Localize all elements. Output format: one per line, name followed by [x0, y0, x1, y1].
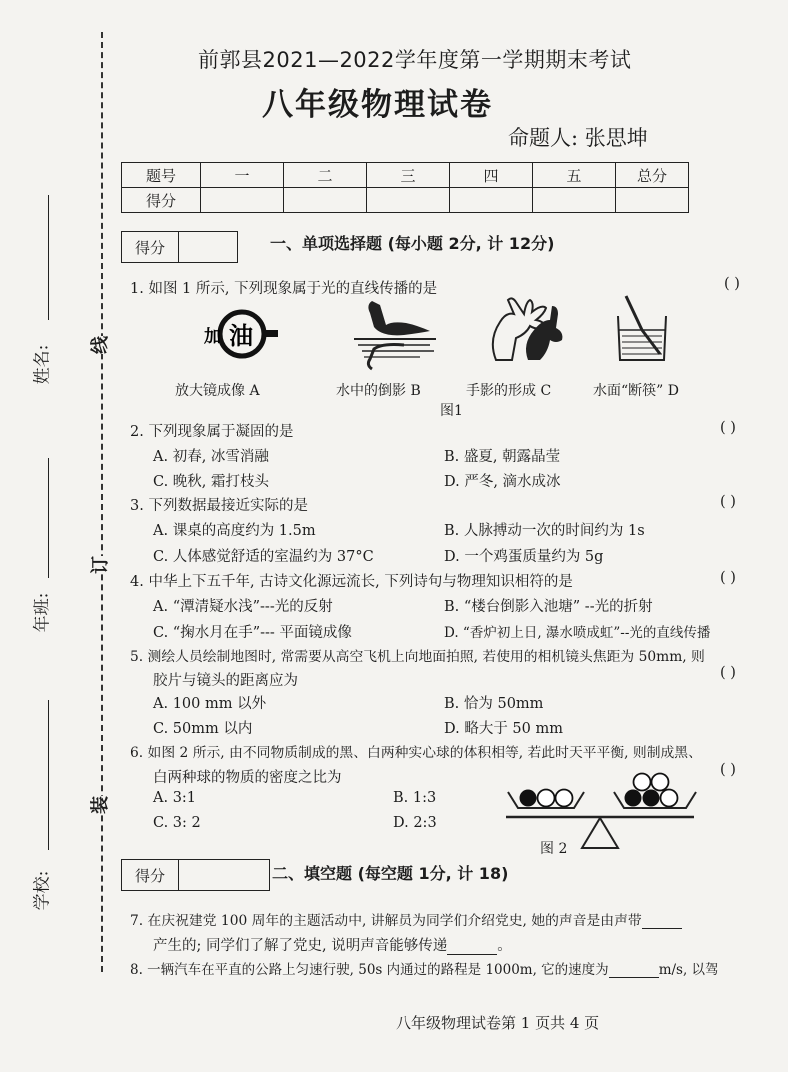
q4-option-d[interactable]: D. “香炉初上日, 瀑水喷成虹”--光的直线传播 — [444, 625, 711, 641]
score-table-header-cell: 五 — [533, 163, 616, 188]
q3-answer-paren[interactable]: ( ) — [720, 494, 736, 510]
q6-stem: 6. 如图 2 所示, 由不同物质制成的黑、白两种实心球的体积相等, 若此时天平平衡, 则制成黑、 — [130, 745, 702, 761]
seal-char-pack: 装 — [84, 796, 114, 814]
figure1-caption-a: 放大镜成像 A — [175, 383, 260, 399]
name-underline — [48, 195, 49, 320]
author: 命题人: 张思坤 — [508, 126, 648, 150]
figure1-swan-reflection — [350, 293, 440, 373]
figure1-caption-b: 水中的倒影 B — [336, 383, 421, 399]
exam-title: 前郭县2021—2022学年度第一学期期末考试 — [198, 48, 632, 72]
score-box-label: 得分 — [122, 860, 179, 890]
score-cell[interactable] — [284, 188, 367, 213]
score-cell[interactable] — [450, 188, 533, 213]
q2-option-a[interactable]: A. 初春, 冰雪消融 — [153, 449, 269, 465]
white-ball — [661, 790, 678, 807]
q6-option-c[interactable]: C. 3: 2 — [153, 815, 201, 831]
figure2-balance — [500, 760, 700, 852]
class-label: 年班: — [32, 592, 53, 633]
q8-blank-1[interactable] — [609, 963, 659, 978]
q5-option-d[interactable]: D. 略大于 50 mm — [444, 721, 563, 737]
white-ball — [652, 774, 669, 791]
figure1-hand-shadow — [486, 290, 566, 370]
score-table-header-cell: 一 — [201, 163, 284, 188]
q7-text: 7. 在庆祝建党 100 周年的主题活动中, 讲解员为同学们介绍党史, 她的声音是由声带 — [130, 913, 642, 929]
white-ball — [556, 790, 573, 807]
black-ball — [643, 790, 660, 807]
score-cell[interactable] — [616, 188, 689, 213]
score-cell[interactable] — [201, 188, 284, 213]
score-table-row-label: 得分 — [122, 188, 201, 213]
q7-line2 — [153, 934, 512, 955]
q3-option-c[interactable]: C. 人体感觉舒适的室温约为 37°C — [153, 549, 374, 565]
q5-answer-paren[interactable]: ( ) — [720, 665, 736, 681]
q5-option-a[interactable]: A. 100 mm 以外 — [153, 696, 267, 712]
q6-option-b[interactable]: B. 1:3 — [393, 790, 437, 806]
q2-option-c[interactable]: C. 晚秋, 霜打枝头 — [153, 474, 270, 490]
q3-option-b[interactable]: B. 人脉搏动一次的时间约为 1s — [444, 523, 645, 539]
q6-answer-paren[interactable]: ( ) — [720, 762, 736, 778]
q4-stem: 4. 中华上下五千年, 古诗文化源远流长, 下列诗句与物理知识相符的是 — [130, 574, 573, 590]
q4-option-b[interactable]: B. “楼台倒影入池塘” --光的折射 — [444, 599, 653, 615]
q7-line1 — [130, 909, 682, 929]
q2-option-d[interactable]: D. 严冬, 滴水成冰 — [444, 474, 561, 490]
q7-end: 。 — [497, 938, 512, 954]
seal-char-line: 线 — [84, 336, 114, 354]
q3-stem: 3. 下列数据最接近实际的是 — [130, 498, 308, 514]
score-cell[interactable] — [367, 188, 450, 213]
q5-option-b[interactable]: B. 恰为 50mm — [444, 696, 544, 712]
q7-blank-1[interactable] — [642, 914, 682, 929]
seal-char-bind: 订 — [84, 556, 114, 574]
q7-text-2: 产生的; 同学们了解了党史, 说明声音能够传递 — [153, 938, 448, 954]
q1-answer-paren[interactable]: ( ) — [724, 276, 740, 292]
school-underline — [48, 700, 49, 850]
score-box-value[interactable] — [179, 232, 237, 262]
score-table-header-cell: 题号 — [122, 163, 201, 188]
q8-text: 8. 一辆汽车在平直的公路上匀速行驶, 50s 内通过的路程是 1000m, 它的速度为 — [130, 962, 609, 978]
score-table-header-cell: 总分 — [616, 163, 689, 188]
score-box-value[interactable] — [179, 860, 269, 890]
figure2-label: 图 2 — [540, 841, 568, 857]
white-ball — [634, 774, 651, 791]
score-table-header-cell: 二 — [284, 163, 367, 188]
score-table-score-row — [122, 188, 689, 213]
section1-score-box — [121, 231, 238, 263]
black-ball — [625, 790, 642, 807]
q6-option-d[interactable]: D. 2:3 — [393, 815, 437, 831]
score-box-label: 得分 — [122, 232, 179, 262]
section1-title: 一、单项选择题 (每小题 2分, 计 12分) — [270, 234, 555, 253]
section2-score-box — [121, 859, 270, 891]
magnifier-small-char: 加 — [204, 327, 221, 347]
q8-line — [130, 958, 719, 978]
score-table-header-cell: 四 — [450, 163, 533, 188]
q5-option-c[interactable]: C. 50mm 以内 — [153, 721, 253, 737]
q5-stem-cont: 胶片与镜头的距离应为 — [153, 673, 298, 689]
q4-option-c[interactable]: C. “掬水月在手”--- 平面镜成像 — [153, 625, 352, 641]
white-ball — [538, 790, 555, 807]
class-underline — [48, 458, 49, 578]
q5-stem: 5. 测绘人员绘制地图时, 常需要从高空飞机上向地面拍照, 若使用的相机镜头焦距为 50mm, 则 — [130, 649, 705, 665]
figure1-caption-d: 水面“断筷” D — [593, 383, 679, 399]
q2-option-b[interactable]: B. 盛夏, 朝露晶莹 — [444, 449, 561, 465]
binding-dashed-line — [101, 32, 103, 972]
q7-blank-2[interactable] — [447, 940, 497, 955]
paper-title: 八年级物理试卷 — [262, 87, 493, 123]
q2-answer-paren[interactable]: ( ) — [720, 420, 736, 436]
q3-option-d[interactable]: D. 一个鸡蛋质量约为 5g — [444, 549, 604, 565]
q6-option-a[interactable]: A. 3:1 — [153, 790, 197, 806]
q4-answer-paren[interactable]: ( ) — [720, 570, 736, 586]
figure1-caption-c: 手影的形成 C — [466, 383, 552, 399]
school-label: 学校: — [32, 870, 53, 911]
black-ball — [520, 790, 537, 807]
q8-unit: m/s, 以驾 — [658, 962, 719, 978]
name-label: 姓名: — [32, 344, 53, 385]
magnifier-big-char: 油 — [229, 321, 253, 350]
score-table — [121, 162, 689, 213]
score-table-header-cell: 三 — [367, 163, 450, 188]
figure1-label: 图1 — [440, 403, 463, 419]
figure1-broken-chopstick — [608, 292, 678, 368]
score-cell[interactable] — [533, 188, 616, 213]
q2-stem: 2. 下列现象属于凝固的是 — [130, 424, 294, 440]
q4-option-a[interactable]: A. “潭清疑水浅”---光的反射 — [153, 599, 333, 615]
figure1-magnifier — [190, 296, 280, 366]
score-table-header-row — [122, 163, 689, 188]
section2-title: 二、填空题 (每空题 1分, 计 18) — [272, 864, 509, 883]
q1-stem: 1. 如图 1 所示, 下列现象属于光的直线传播的是 — [130, 281, 438, 297]
q3-option-a[interactable]: A. 课桌的高度约为 1.5m — [153, 523, 316, 539]
page-footer: 八年级物理试卷第 1 页共 4 页 — [396, 1014, 600, 1032]
q6-stem-cont: 白两种球的物质的密度之比为 — [153, 770, 342, 786]
